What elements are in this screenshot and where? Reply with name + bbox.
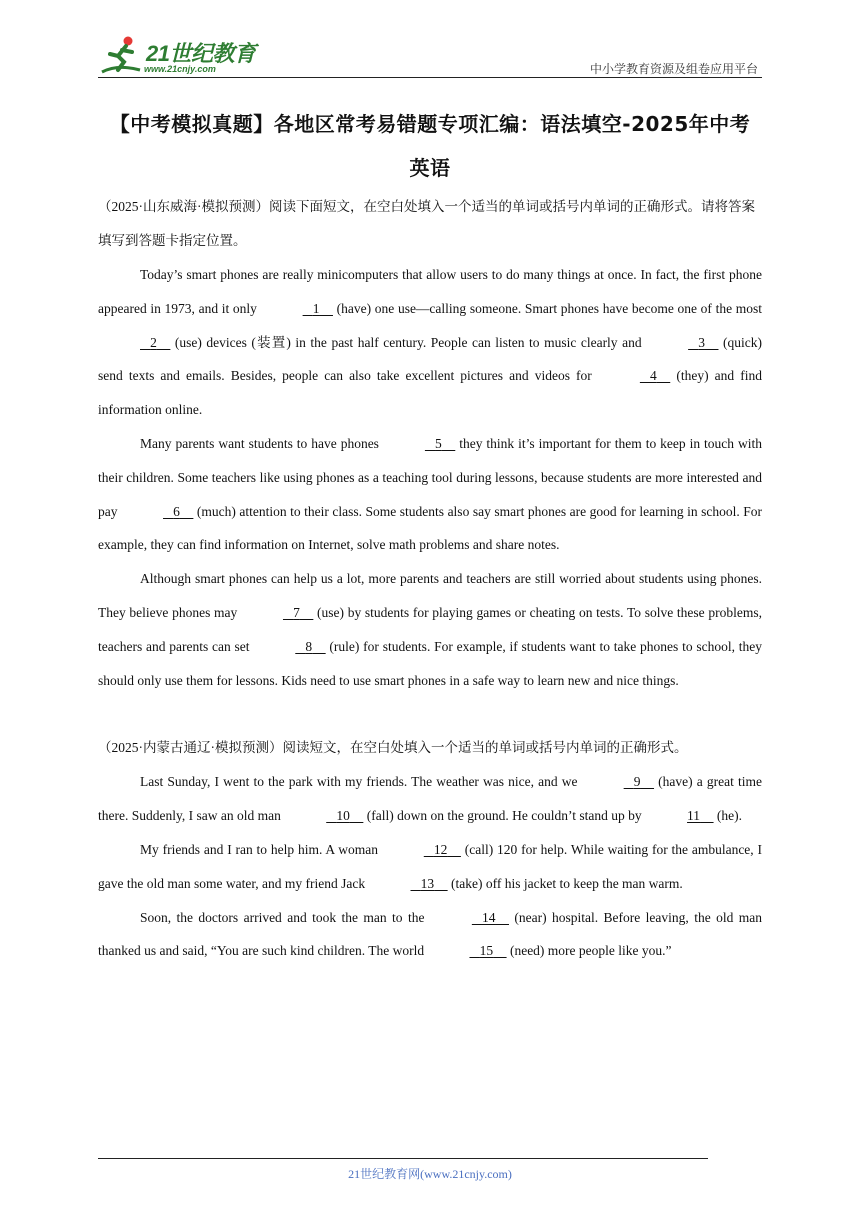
text-run: Soon, the doctors arrived and took the man to the: [140, 909, 430, 925]
blank-5: 5: [435, 435, 442, 451]
page-title-line2: 英语: [409, 156, 451, 180]
blank-6: 6: [173, 503, 180, 519]
section1-source: （2025·山东威海·模拟预测）阅读下面短文，在空白处填入一个适当的单词或括号内单词的正确形式。请将答案填写到答题卡指定位置。: [98, 199, 755, 248]
section2-source: （2025·内蒙古通辽·模拟预测）阅读短文，在空白处填入一个适当的单词或括号内单词的正确形式。: [98, 740, 688, 756]
blank-8: 8: [305, 638, 313, 654]
blank-9: 9: [633, 774, 641, 790]
text-run: (have) one use—calling someone. Smart phones have become one of the most: [332, 300, 762, 316]
section2-paragraph-1: [98, 765, 762, 833]
blank-2: 2: [150, 334, 157, 350]
text-run: (use) by students for playing games or cheating on tests. To solve these problems, teachers and parents can set: [98, 604, 762, 654]
text-run: (near) hospital. Before leaving, the old man thanked us and said, “You are such kind children. The world: [98, 909, 762, 959]
section1-paragraph-3: [98, 562, 762, 697]
blank-11: 11: [687, 808, 701, 824]
text-run: (need) more people like you.”: [506, 943, 672, 959]
blank-12: 12: [433, 841, 448, 857]
text-run: (call) 120 for help. While waiting for the ambulance, I gave the old man some water, and my friend Jack: [98, 841, 762, 891]
section2-paragraph-2: [98, 833, 762, 901]
site-logo: [98, 34, 268, 78]
section1-paragraph-2: [98, 427, 762, 562]
blank-15: 15: [479, 943, 494, 959]
text-run: My friends and I ran to help him. A woman: [140, 841, 382, 857]
blank-7: 7: [293, 604, 300, 620]
text-run: (fall) down on the ground. He couldn’t stand up by: [363, 808, 646, 824]
blank-1: 1: [312, 300, 320, 316]
blank-4: 4: [650, 368, 657, 384]
text-run: Many parents want students to have phones: [140, 435, 383, 451]
text-run: Last Sunday, I went to the park with my friends. The weather was nice, and we: [140, 774, 582, 790]
text-run: Although smart phones can help us a lot, more parents and teachers are still worried about students using phones. They believe phones may: [98, 571, 762, 620]
text-run: (have) a great time there. Suddenly, I saw an old man: [98, 774, 762, 824]
section2-paragraph-3: [98, 901, 762, 969]
text-run: (take) off his jacket to keep the man warm.: [447, 875, 683, 891]
text-run: (they) and find information online.: [98, 368, 762, 418]
runner-logo-icon: [98, 34, 144, 78]
blank-3: 3: [698, 334, 705, 350]
text-run: they think it’s important for them to keep in touch with their children. Some teachers like using phones as a teaching tool during lessons, because students are more interested and pay: [98, 435, 762, 519]
blank-14: 14: [481, 909, 496, 925]
logo-text: 21世纪教育: [146, 41, 256, 66]
section-gap: [98, 697, 762, 731]
header-divider: [98, 77, 762, 78]
logo-url: www.21cnjy.com: [144, 64, 216, 74]
text-run: (he).: [713, 808, 743, 824]
page-header: [98, 30, 762, 80]
footer-divider: [98, 1158, 708, 1159]
text-run: (much) attention to their class. Some students also say smart phones are good for learning in school. For example, they can find information on Internet, solve math problems and share notes.: [98, 503, 762, 553]
document-body: [98, 190, 762, 968]
text-run: (quick) send texts and emails. Besides, people can also take excellent pictures and videos for: [98, 334, 762, 384]
header-platform-name: 中小学教育资源及组卷应用平台: [589, 62, 758, 76]
text-run: (use) devices (装置) in the past half century. People can listen to music clearly and: [170, 334, 647, 350]
text-run: Today’s smart phones are really minicomputers that allow users to do many things at once. In fact, the first phone appeared in 1973, and it only: [98, 267, 762, 316]
blank-13: 13: [420, 875, 435, 891]
section1-paragraph-1: [98, 258, 762, 427]
text-run: (rule) for students. For example, if students want to take phones to school, they should only use them for lessons. Kids need to use smart phones in a safe way to learn new and nice things.: [98, 638, 762, 688]
footer-link[interactable]: 21世纪教育网(www.21cnjy.com): [348, 1167, 512, 1181]
blank-10: 10: [336, 808, 350, 824]
page-title-line1: 【中考模拟真题】各地区常考易错题专项汇编：语法填空-2025年中考: [109, 112, 751, 136]
